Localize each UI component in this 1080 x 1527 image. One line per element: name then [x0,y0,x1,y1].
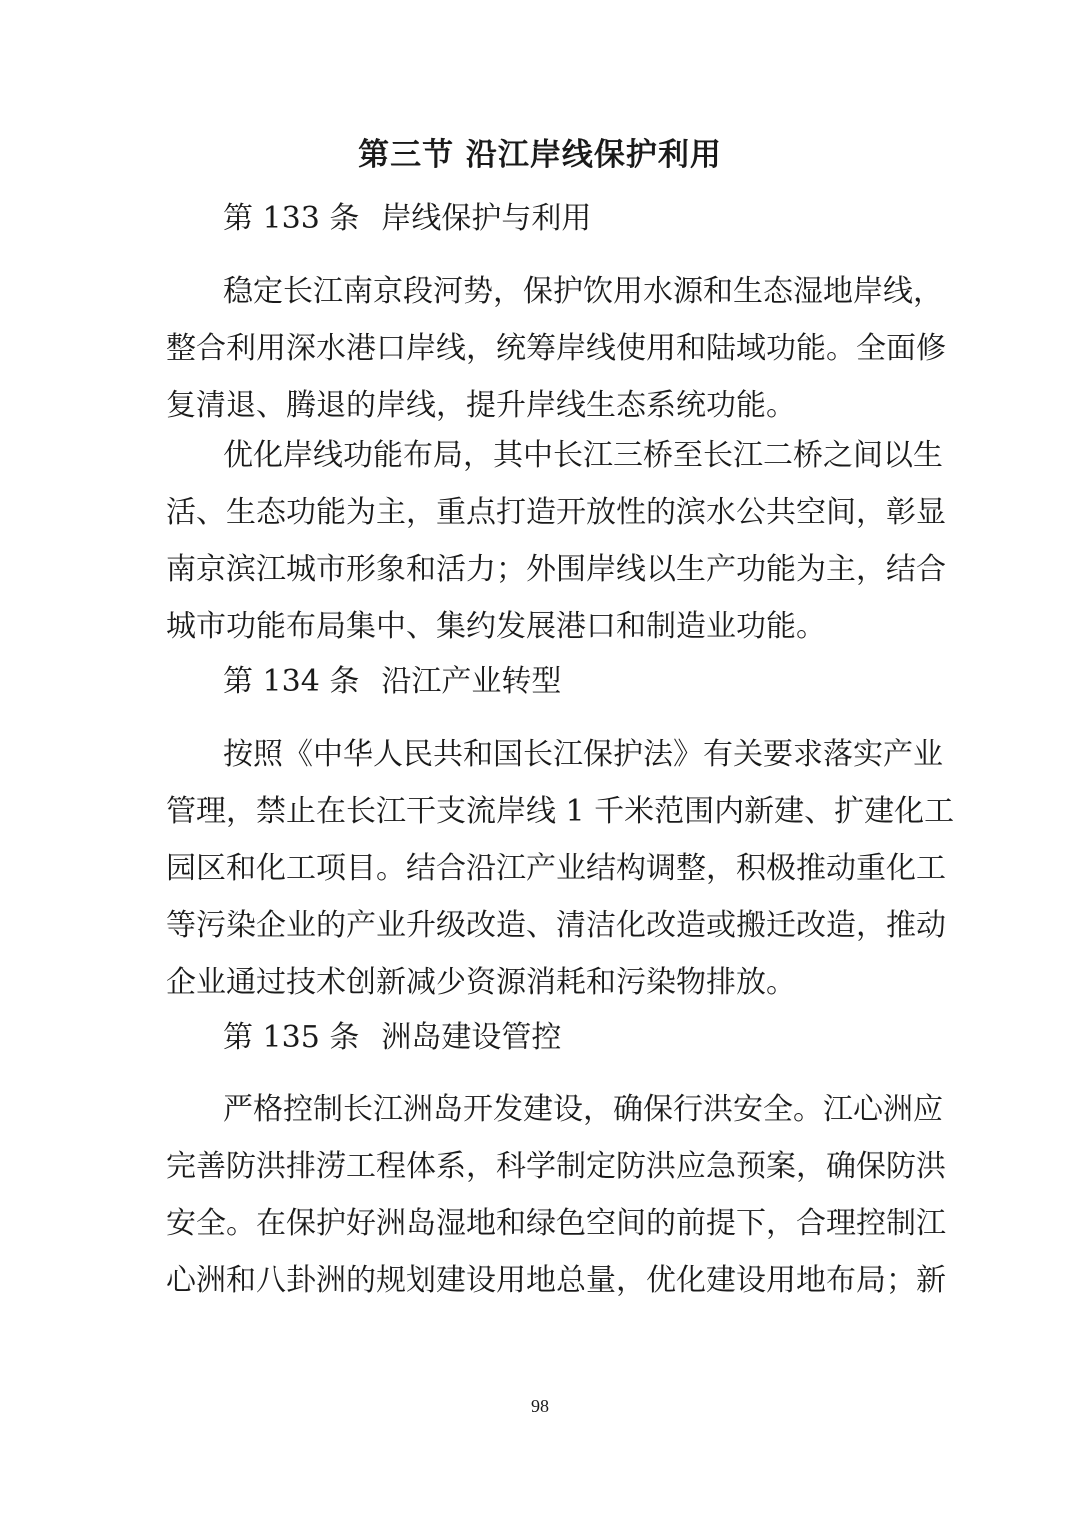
section-title: 第三节 沿江岸线保护利用 [358,137,722,173]
text-line: 优化岸线功能布局，其中长江三桥至长江二桥之间以生 [223,438,943,473]
text-line: 等污染企业的产业升级改造、清洁化改造或搬迁改造，推动 [166,908,946,943]
article-title: 洲岛建设管控 [381,1020,562,1055]
article-134-paragraph-1 [166,726,955,1011]
article-title: 岸线保护与利用 [381,201,592,236]
page-number: 98 [531,1396,549,1416]
text-line: 整合利用深水港口岸线，统筹岸线使用和陆域功能。全面修 [166,331,946,366]
article-number: 第 135 条 [223,1020,360,1055]
article-title: 沿江产业转型 [381,664,562,699]
text-line: 复清退、腾退的岸线，提升岸线生态系统功能。 [166,388,796,423]
article-135-heading [223,1016,561,1060]
article-133-paragraph-2 [166,427,946,655]
text-line: 城市功能布局集中、集约发展港口和制造业功能。 [166,609,826,644]
text-line: 稳定长江南京段河势，保护饮用水源和生态湿地岸线， [223,274,943,309]
article-number: 第 134 条 [223,664,360,699]
text-line: 管理，禁止在长江干支流岸线 1 千米范围内新建、扩建化工 [166,794,955,829]
text-line: 企业通过技术创新减少资源消耗和污染物排放。 [166,965,796,1000]
text-line: 按照《中华人民共和国长江保护法》有关要求落实产业 [223,737,943,772]
article-134-heading [223,660,561,704]
article-number: 第 133 条 [223,201,360,236]
text-line: 完善防洪排涝工程体系，科学制定防洪应急预案，确保防洪 [166,1149,946,1184]
text-line: 心洲和八卦洲的规划建设用地总量，优化建设用地布局；新 [166,1263,946,1298]
text-line: 园区和化工项目。结合沿江产业结构调整，积极推动重化工 [166,851,946,886]
text-line: 活、生态功能为主，重点打造开放性的滨水公共空间，彰显 [166,495,946,530]
article-135-paragraph-1 [166,1081,946,1309]
article-133-paragraph-1 [166,263,946,434]
text-line: 安全。在保护好洲岛湿地和绿色空间的前提下，合理控制江 [166,1206,946,1241]
text-line: 南京滨江城市形象和活力；外围岸线以生产功能为主，结合 [166,552,946,587]
article-133-heading [223,197,591,241]
text-line: 严格控制长江洲岛开发建设，确保行洪安全。江心洲应 [223,1092,943,1127]
